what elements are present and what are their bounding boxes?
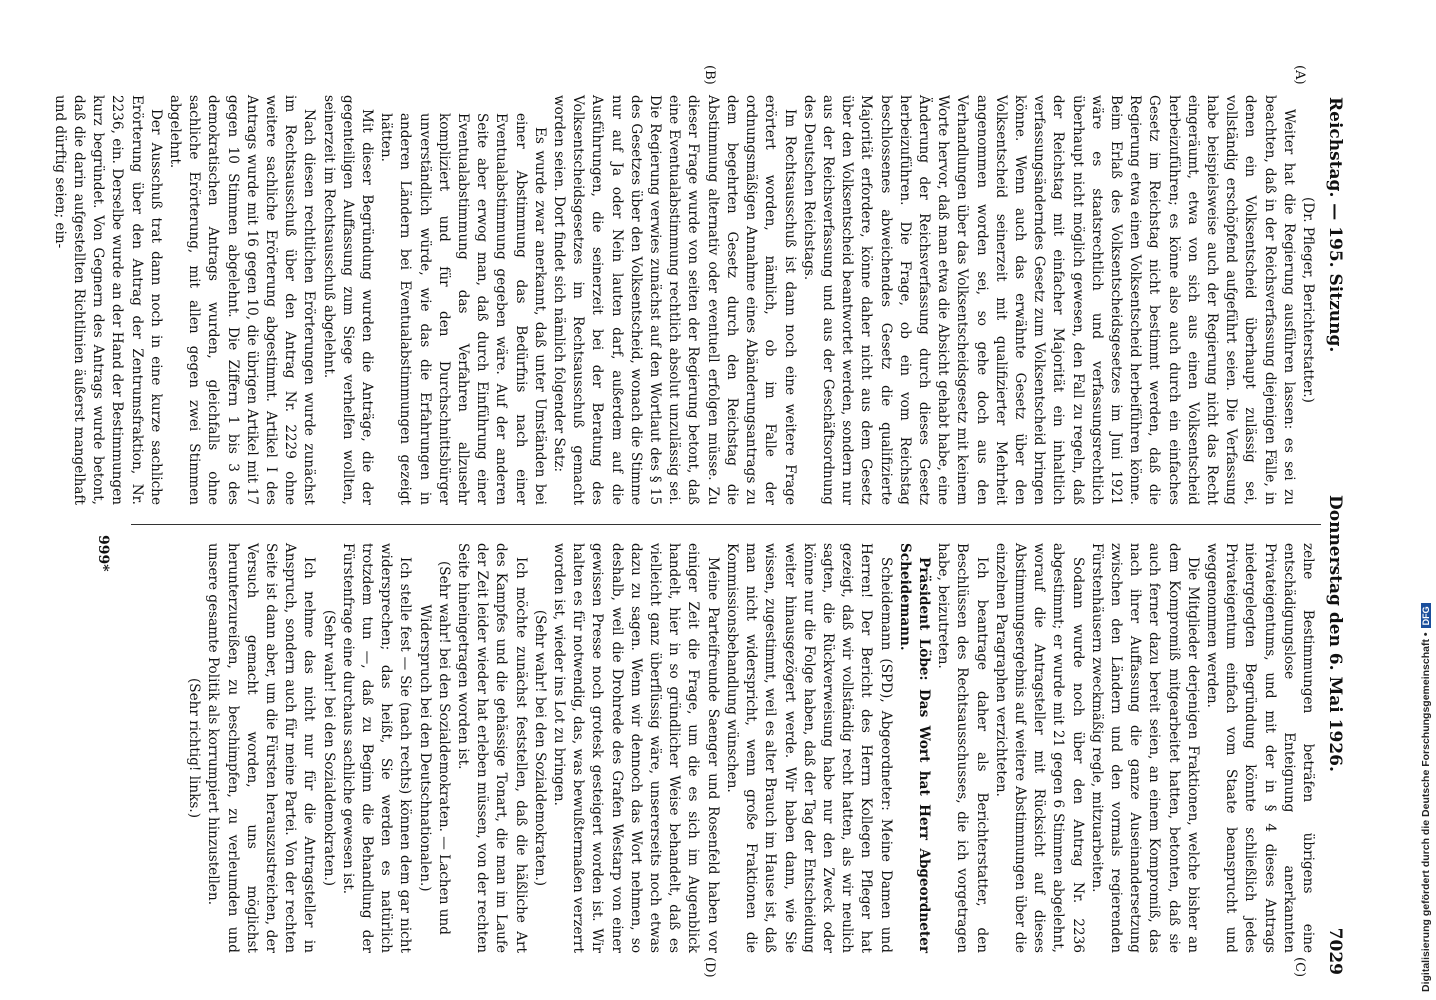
interjection: (Sehr wahr! bei den Sozialdemokraten.) [531, 609, 548, 887]
speaker-line: (Dr. Pfleger, Berichterstatter.) [1300, 197, 1316, 403]
column-divider [131, 524, 1321, 525]
paragraph: Die Mitglieder derjenigen Fraktionen, welche bisher an dem Kompromiß mitgearbeitet hatten, betonten, daß sie auch ferner dazu bereit seien, an einem Kompromiß, das nach ihrer Auffassung die ganze Auseinandersetzung zwischen den Ländern und den vormals regierenden Fürstenhäusern zweckmäßig regle, mitzuarbeiten. [1088, 543, 1201, 953]
president-line: Präsident Löbe: Das Wort hat Herr Abgeordneter Scheidemann. [896, 543, 932, 953]
interjection: (Sehr wahr! bei den Sozialdemokraten. — Lachen und Widerspruch bei den Deutschnationalen.) [416, 560, 452, 936]
speaker-intro: Scheidemann (SPD), Abgeordneter: Meine Damen und Herren! Der Bericht des Herrn Kollegen Pfleger hat gezeigt, daß wir vollständig recht hatten, als wir neulich sagten, die Rückverweisung habe nur den Zweck oder könne nur die Folge haben, daß der Tag der Entscheidung weiter hinausgezögert werde. Wir haben dann, wie Sie wissen, zugestimmt, weil es alter Brauch im Hause ist, daß man nicht widerspricht, wenn große Fraktionen die Kommissionsbehandlung wünschen. [723, 543, 894, 953]
interjection: (Sehr richtig! links.) [186, 677, 203, 819]
margin-mark-d: (D) [702, 957, 717, 978]
paragraph: Sodann wurde noch über den Antrag Nr. 2236 abgestimmt; er wurde mit 21 gegen 6 Stimmen abgelehnt, worauf die Antragsteller mit Rücksicht auf dieses Abstimmungsergebnis auf weitere Abstimmungen über die einzelnen Paragraphen verzichteten. [992, 543, 1086, 953]
page-header [1319, 95, 1347, 975]
side-note-label: Digitalisierung gefördert durch die Deutsche Forschungsgemeinschaft • [1420, 632, 1432, 992]
interjection: (Sehr wahr! bei den Sozialdemokraten.) [320, 609, 337, 887]
quoted-paragraph: Es wurde zwar anerkannt, daß unter Umständen bei einer Abstimmung das Bedürfnis nach einer Eventualabstimmung gegeben wäre. Auf der anderen Seite aber erwog man, daß durch Einführung einer Eventualabstimmung das Verfahren allzusehr kompliziert und für den Durchschnittsbürger unverständlich würde, wie das die Erfahrungen in anderen Ländern bei Eventualabstimmungen gezeigt hätten. [378, 113, 548, 505]
paragraph: zelne Bestimmungen beträfen übrigens eine entschädigungslose Enteignung anerkannten Privateigentums, und mit der in § 4 dieses Antrags niedergelegten Begründung könnte schließlich jedes Privateigentum einfach vom Staate beansprucht und weggenommen werden. [1203, 543, 1316, 953]
paragraph: Nach diesen rechtlichen Erörterungen wurde zunächst im Rechtsausschuß über den Antrag Nr. 2229 ohne weitere sachliche Erörterung abgestimmt. Artikel I des Antrags wurde mit 16 gegen 10, die übrigen Artikel mit 17 gegen 10 Stimmen abgelehnt. Die Ziffern 1 bis 3 des demokratischen Antrags wurden, gleichfalls ohne sachliche Erörterung, mit allen gegen zwei Stimmen abgelehnt. [167, 95, 318, 505]
margin-mark-a: (A) [1292, 65, 1307, 85]
paragraph: Ich nehme das nicht nur für die Antragsteller in Anspruch, sondern auch für meine Partei. Von der rechten Seite ist dann aber, um die Fürsten herauszustreichen, der Versuch gemacht worden, uns möglichst herunterzureißen, zu beschimpfen, zu verleumden und unsere gesamte Politik als korrumpiert hinzustellen. [205, 543, 318, 953]
right-column [107, 543, 1317, 953]
header-session: Reichstag. — 195. Sitzung. [1325, 97, 1345, 353]
paragraph: Weiter hat die Regierung ausführen lassen: es sei zu beachten, daß in der Reichsverfassung diejenigen Fälle, in denen ein Volksentscheid überhaupt zulässig sei, vollständig erschöpfend aufgeführt seien. Die Verfassung habe beispielsweise auch der Regierung nicht das Recht eingeräumt, etwa von sich aus einen Volksentscheid herbeizuführen; es könne also auch durch ein einfaches Gesetz im Reichstag nicht bestimmt werden, daß die Regierung etwa einen Volksentscheid herbeiführen könne. Beim Erlaß des Volksentscheidsgesetzes im Juni 1921 wäre es staatsrechtlich und verfassungsrechtlich überhaupt nicht möglich gewesen, den Fall zu regeln, daß der Reichstag mit einfacher Majorität ein inhaltlich verfassungsänderndes Gesetz zum Volksentscheid bringen könne. Wenn auch das erwähnte Gesetz über den Volksentscheid seinerzeit mit qualifizierter Mehrheit angenommen worden sei, so gehe doch aus den Verhandlungen über das Volksentscheidsgesetz mit keinem Worte hervor, daß man etwa die Absicht gehabt habe, eine Änderung der Reichsverfassung durch dieses Gesetz herbeizuführen. Die Frage, ob ein vom Reichstag beschlossenes abweichendes Gesetz die qualifizierte Majorität erfordere, könne daher nicht aus dem Gesetz über den Volksentscheid beantwortet werden, sondern nur aus der Reichsverfassung und aus der Geschäftsordnung des Deutschen Reichstags. [800, 95, 1297, 505]
dfg-badge: DFG [1421, 603, 1431, 628]
margin-mark-b: (B) [702, 65, 717, 85]
margin-mark-c: (C) [1292, 957, 1307, 978]
side-note [1420, 12, 1436, 992]
header-date: Donnerstag den 6. Mai 1926. [1325, 495, 1345, 772]
paragraph: Mit dieser Begründung wurden die Anträge, die der gegenteiligen Auffassung zum Siege verhelfen wollten, seinerzeit im Rechtsausschuß abgelehnt. [320, 95, 376, 505]
paragraph: Der Ausschuß trat dann noch in eine kurze sachliche Erörterung über den Antrag der Zentrumsfraktion, Nr. 2236, ein. Derselbe wurde an der Hand der Bestimmungen kurz begründet. Von Gegnern des Antrags wurde betont, daß die darin aufgestellten Richtlinien äußerst mangelhaft und dürftig seien; ein- [51, 95, 164, 505]
paragraph: Meine Parteifreunde Saenger und Rosenfeld haben vor einiger Zeit die Frage, um die es sich im Augenblick handelt, hier in so gründlicher Weise behandelt, daß es vielleicht ganz überflüssig wäre, unsererseits noch etwas dazu zu sagen. Wenn wir dennoch das Wort nehmen, so deshalb, weil die Drohrede des Grafen Westarp von einer gewissen Presse noch grotesk gesteigert worden ist. Wir halten es für notwendig, das, was bewußtermaßen verzerrt worden ist, wieder ins Lot zu bringen. [551, 543, 721, 953]
paragraph: Im Rechtsausschuß ist dann noch eine weitere Frage erörtert worden, nämlich, ob im Falle der ordnungsmäßigen Annahme eines Abänderungsantrags zu dem begehrten Gesetz durch den Reichstag die Abstimmung alternativ oder eventuell erfolgen müsse. Zu dieser Frage wurde von seiten der Regierung betont, daß eine Eventualabstimmung rechtlich absolut unzulässig sei. Die Regierung verwies zunächst auf den Wortlaut des § 15 des Gesetzes über den Volksentscheid, wonach die Stimme nur auf Ja oder Nein lauten darf, außerdem auf die Ausführungen, die seinerzeit bei der Beratung des Volksentscheidsgesetzes im Rechtsausschuß gemacht worden seien. Dort findet sich nämlich folgender Satz: [551, 95, 798, 505]
left-column [51, 95, 1317, 505]
rotated-page [51, 65, 1347, 978]
paragraph: Ich stelle fest — Sie (nach rechts) können dem gar nicht widersprechen; das heißt, Sie werden es natürlich trotzdem tun —, daß zu Beginn die Behandlung der Fürstenfrage eine durchaus sachliche gewesen ist. [339, 543, 414, 953]
footer-mark: 999* [95, 535, 111, 572]
page-number: 7029 [1325, 927, 1345, 975]
paragraph: Ich möchte zunächst feststellen, daß die häßliche Art des Kampfes und die gehässige Tonart, die man im Laufe der Zeit leider wieder hat erleben müssen, von der rechten Seite hineingetragen worden ist. [455, 543, 529, 953]
side-note-text [1420, 12, 1436, 992]
paragraph: Ich beantrage daher als Berichterstatter, den Beschlüssen des Rechtsausschusses, die ich vorgetragen habe, beizutreten. [935, 543, 990, 953]
